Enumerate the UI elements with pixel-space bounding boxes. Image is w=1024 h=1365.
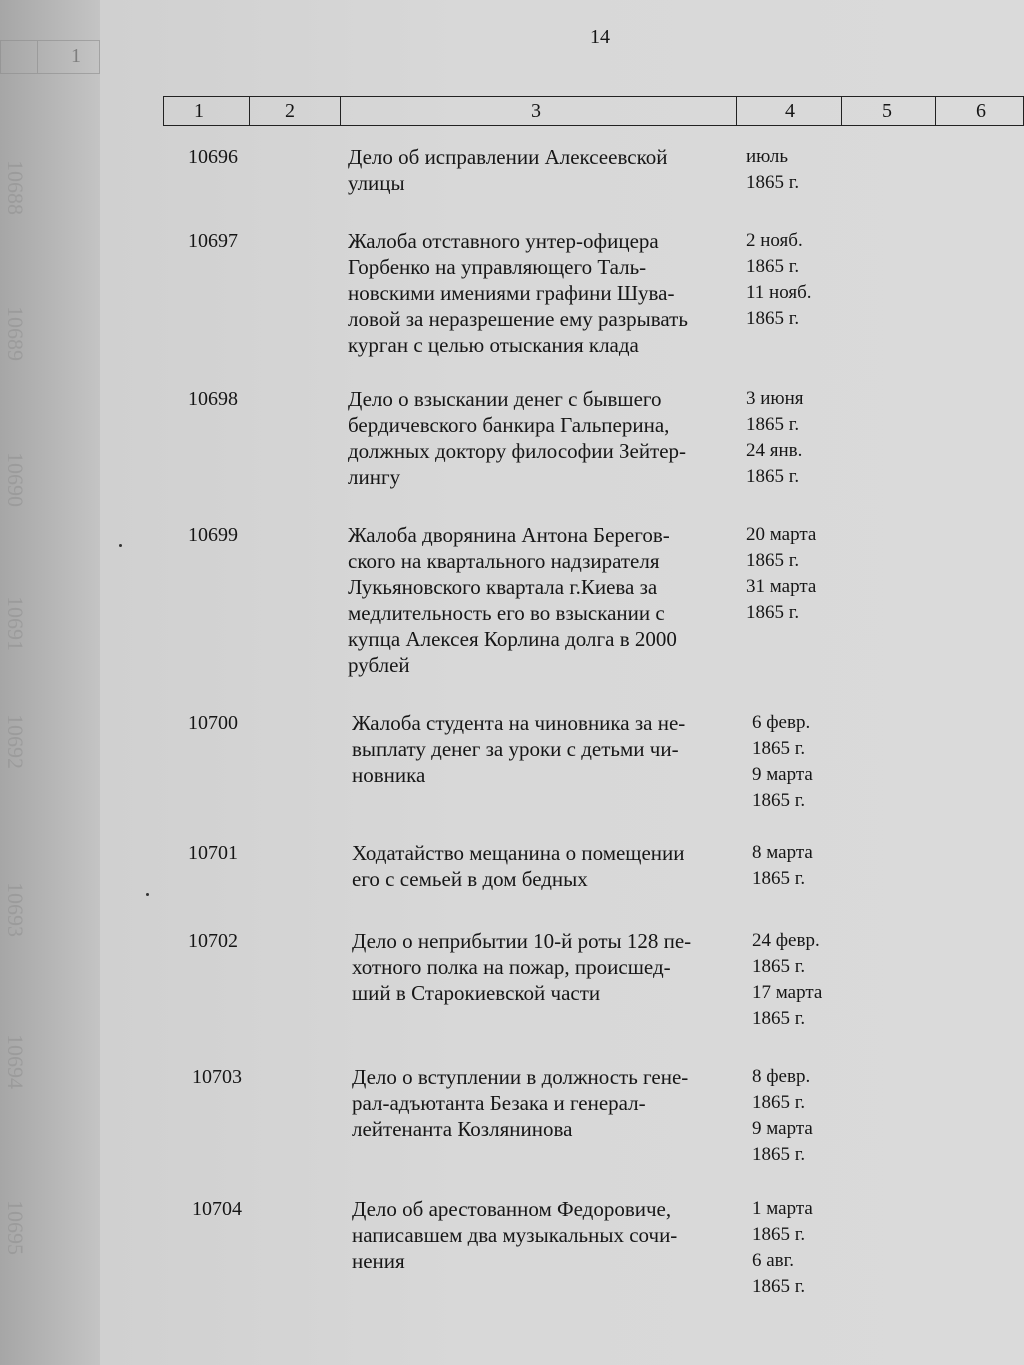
record-title: Ходатайство мещанина о помещении его с семьей в дом бедных (352, 841, 685, 891)
record-dates: 20 марта 1865 г. 31 марта 1865 г. (746, 524, 817, 623)
facing-page-number: 10691 (3, 596, 28, 651)
record-title: Дело о взыскании денег с бывшего бердичевского банкира Гальперина, должных доктору философии Зейтер- лингу (348, 387, 687, 489)
record-title: Дело об арестованном Федоровиче, написавшем два музыкальных сочи- нения (352, 1197, 678, 1273)
record-dates: 1 марта 1865 г. 6 авг. 1865 г. (752, 1198, 813, 1297)
record-dates: 3 июня 1865 г. 24 янв. 1865 г. (746, 388, 804, 487)
document-page (100, 0, 1024, 1365)
facing-page-header-divider (37, 41, 38, 73)
record-title: Жалоба отставного унтер-офицера Горбенко на управляющего Таль- новскими имениями графини Шува- ловой за неразрешение ему разрывать курган с целью отыскания клада (348, 229, 688, 357)
record-title: Дело об исправлении Алексеевской улицы (348, 145, 668, 195)
facing-page-number: 10695 (3, 1200, 28, 1255)
record-dates: 8 февр. 1865 г. 9 марта 1865 г. (752, 1066, 813, 1165)
column-header-4: 4 (736, 97, 841, 125)
record-dates: 6 февр. 1865 г. 9 марта 1865 г. (752, 712, 813, 811)
record-number: 10703 (192, 1066, 242, 1088)
facing-page-header-strip (0, 40, 100, 74)
record-dates: июль 1865 г. (746, 146, 800, 193)
record-dates: 2 нояб. 1865 г. 11 нояб. 1865 г. (746, 230, 812, 329)
record-number: 10701 (188, 842, 238, 864)
record-number: 10702 (188, 930, 238, 952)
facing-page-number: 10693 (3, 882, 28, 937)
record-number: 10698 (188, 388, 238, 410)
record-title: Дело о неприбытии 10-й роты 128 пе- хотного полка на пожар, происшед- ший в Старокиевской части (352, 929, 692, 1005)
record-dates: 24 февр. 1865 г. 17 марта 1865 г. (752, 930, 823, 1029)
record-number: 10704 (192, 1198, 242, 1220)
record-title: Дело о вступлении в должность гене- рал-адъютанта Безака и генерал- лейтенанта Козлянинова (352, 1065, 689, 1141)
facing-page-number: 10690 (3, 452, 28, 507)
facing-page-number: 10692 (3, 714, 28, 769)
column-header-2: 2 (249, 97, 340, 125)
record-number: 10699 (188, 524, 238, 546)
record-number: 10697 (188, 230, 238, 252)
table-header-row (163, 96, 1024, 126)
page-number: 14 (590, 26, 610, 48)
column-header-1: 1 (194, 100, 204, 122)
column-header-5: 5 (841, 97, 935, 125)
column-header-6: 6 (935, 97, 1024, 125)
record-number: 10700 (188, 712, 238, 734)
facing-page-number: 10688 (3, 160, 28, 215)
facing-page-number: 10694 (3, 1034, 28, 1089)
record-number: 10696 (188, 146, 238, 168)
speck (119, 544, 122, 547)
speck (146, 893, 149, 896)
facing-page-number: 10689 (3, 306, 28, 361)
record-title: Жалоба дворянина Антона Берегов- ского на квартального надзирателя Лукьяновского квартала г.Киева за медлительность его во взыскании с купца Алексея Корлина долга в 2000 рублей (348, 523, 677, 677)
facing-page-header-number: 1 (71, 45, 81, 67)
record-dates: 8 марта 1865 г. (752, 842, 813, 889)
record-title: Жалоба студента на чиновника за не- выплату денег за уроки с детьми чи- новника (352, 711, 686, 787)
column-header-3: 3 (340, 97, 736, 125)
